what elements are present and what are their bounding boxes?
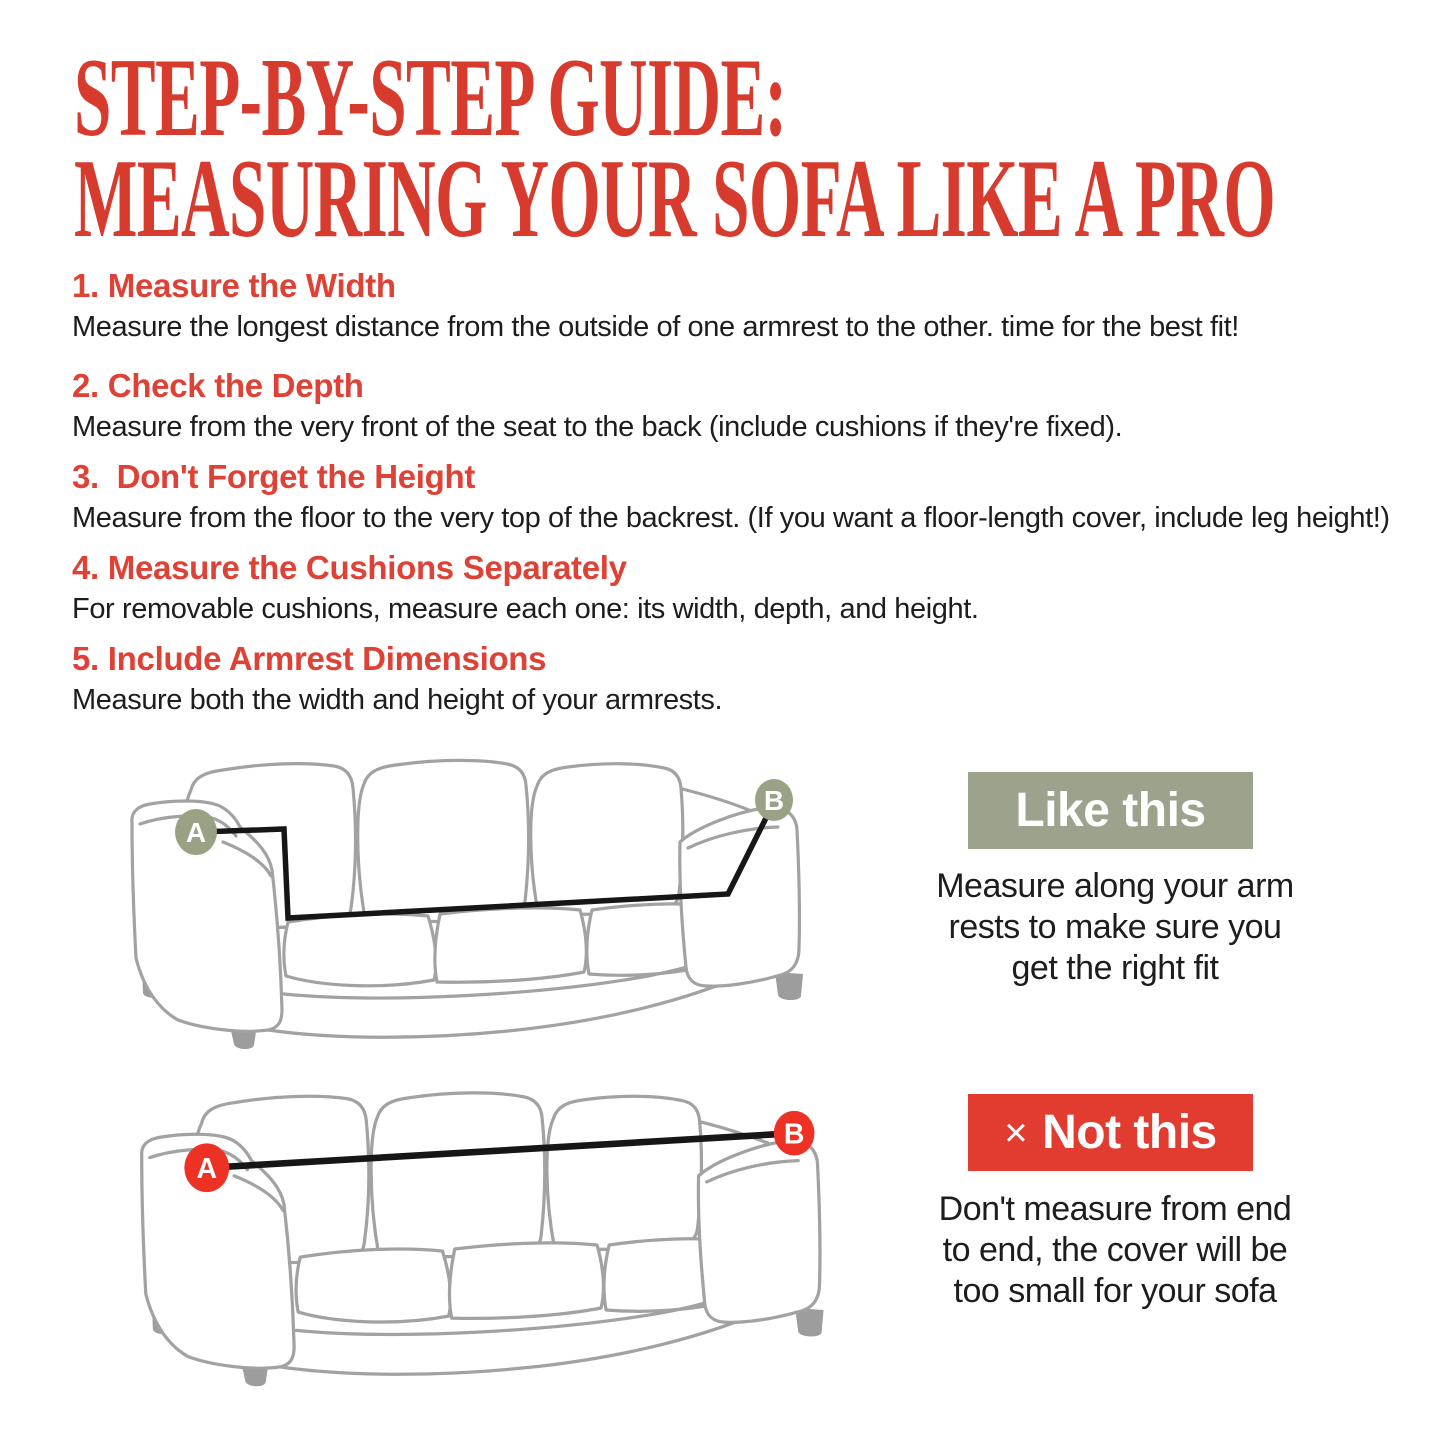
step-heading: 4. Measure the Cushions Separately	[72, 549, 627, 586]
title-line-2: MEASURING YOUR SOFA LIKE A PRO	[74, 136, 1276, 261]
step-heading: 5. Include Armrest Dimensions	[72, 640, 547, 677]
step-body: Measure from the floor to the very top of the backrest. (If you want a floor-length cover, include leg height!)	[72, 502, 1390, 534]
like-this-caption-line: Measure along your arm	[936, 867, 1294, 905]
not-this-caption	[929, 1189, 1301, 1312]
sofa-illustration-correct	[88, 742, 828, 1082]
like-this-caption-line: rests to make sure you	[948, 908, 1282, 946]
like-this-caption	[929, 866, 1301, 989]
marker-a-label: A	[196, 1152, 218, 1185]
marker-b-incorrect	[774, 1111, 815, 1156]
step-body: Measure the longest distance from the outside of one armrest to the other. time for the best fit!	[72, 311, 1239, 343]
step-heading: 3. Don't Forget the Height	[72, 458, 476, 495]
step-item-2	[72, 366, 1412, 444]
marker-a-label: A	[185, 817, 207, 848]
step-heading: 1. Measure the Width	[72, 267, 396, 304]
marker-a-incorrect	[184, 1143, 229, 1192]
step-heading: 2. Check the Depth	[72, 367, 364, 404]
not-this-caption-line: Don't measure from end	[938, 1190, 1292, 1228]
step-body: For removable cushions, measure each one: its width, depth, and height.	[72, 593, 979, 625]
marker-b-correct	[755, 779, 793, 821]
marker-b-label: B	[783, 1118, 805, 1151]
not-this-caption-line: too small for your sofa	[953, 1272, 1277, 1310]
step-item-5	[72, 639, 1412, 717]
marker-b-label: B	[763, 785, 785, 816]
not-this-label: Not this	[1042, 1106, 1217, 1159]
step-item-4	[72, 548, 1412, 626]
x-mark-icon: ×	[1004, 1111, 1028, 1155]
like-this-label: Like this	[1015, 784, 1206, 837]
like-this-caption-line: get the right fit	[1011, 949, 1219, 987]
step-body: Measure from the very front of the seat to the back (include cushions if they're fixed).	[72, 411, 1123, 443]
title-line-1: STEP-BY-STEP GUIDE:	[74, 36, 787, 160]
step-body: Measure both the width and height of your armrests.	[72, 684, 723, 716]
page-title	[74, 36, 1276, 261]
not-this-caption-line: to end, the cover will be	[942, 1231, 1288, 1269]
marker-a-correct	[175, 809, 217, 855]
not-this-badge	[968, 1094, 1253, 1171]
step-item-3	[72, 457, 1412, 535]
like-this-badge	[968, 772, 1253, 849]
step-item-1	[72, 266, 1412, 344]
sofa-line-art	[132, 760, 803, 1049]
steps-list	[72, 266, 1412, 730]
sofa-illustration-incorrect	[97, 1074, 849, 1420]
